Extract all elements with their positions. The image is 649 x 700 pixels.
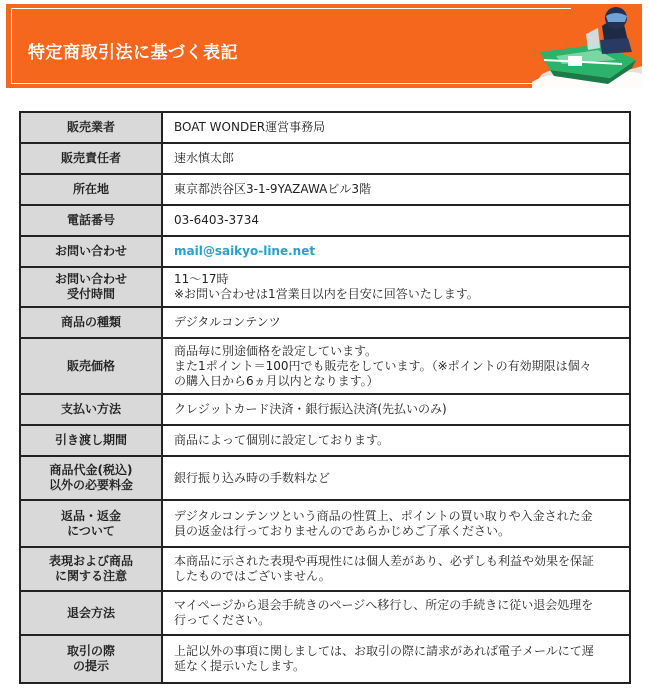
row-value-seller: BOAT WONDER運営事務局 <box>162 112 630 143</box>
legal-info-table <box>19 111 631 684</box>
page-title: 特定商取引法に基づく表記 <box>28 43 238 63</box>
table-row <box>20 591 630 635</box>
row-value-extra-fees: 銀行振り込み時の手数料など <box>162 456 630 500</box>
row-label-payment: 支払い方法 <box>20 394 162 425</box>
row-value-phone: 03-6403-3734 <box>162 205 630 236</box>
row-label-phone: 電話番号 <box>20 205 162 236</box>
row-value-manager: 速水慎太郎 <box>162 143 630 174</box>
row-label-returns: 返品・返金 について <box>20 500 162 547</box>
table-row <box>20 174 630 205</box>
boat-racer-illustration <box>532 4 642 88</box>
table-row <box>20 143 630 174</box>
row-value-price: 商品毎に別途価格を設定しています。 また1ポイント＝100円でも販売をしています。（※ポイントの有効期限は個々 の購入日から6ヵ月以内となります。） <box>162 338 630 394</box>
table-row <box>20 635 630 683</box>
row-value-delivery: 商品によって個別に設定しております。 <box>162 425 630 456</box>
row-label-contact-hours: お問い合わせ 受付時間 <box>20 267 162 307</box>
table-row <box>20 338 630 394</box>
row-label-extra-fees: 商品代金(税込) 以外の必要料金 <box>20 456 162 500</box>
row-label-disclaimer: 表現および商品 に関する注意 <box>20 547 162 591</box>
table-row <box>20 112 630 143</box>
table-row <box>20 500 630 547</box>
table-row <box>20 456 630 500</box>
header-banner <box>6 4 642 88</box>
row-label-address: 所在地 <box>20 174 162 205</box>
table-row <box>20 547 630 591</box>
row-value-product-type: デジタルコンテンツ <box>162 307 630 338</box>
row-label-withdrawal: 退会方法 <box>20 591 162 635</box>
table-row <box>20 205 630 236</box>
contact-email-link[interactable]: mail@saikyo-line.net <box>174 244 316 258</box>
row-label-seller: 販売業者 <box>20 112 162 143</box>
row-label-contact: お問い合わせ <box>20 236 162 267</box>
row-label-price: 販売価格 <box>20 338 162 394</box>
row-value-withdrawal: マイページから退会手続きのページへ移行し、所定の手続きに従い退会処理を 行ってください。 <box>162 591 630 635</box>
row-label-disclosure: 取引の際 の提示 <box>20 635 162 683</box>
row-value-contact <box>162 236 630 267</box>
row-value-disclosure: 上記以外の事項に関しましては、お取引の際に請求があれば電子メールにて遅 延なく提示いたします。 <box>162 635 630 683</box>
row-value-address: 東京都渋谷区3-1-9YAZAWAビル3階 <box>162 174 630 205</box>
row-value-contact-hours: 11〜17時 ※お問い合わせは1営業日以内を目安に回答いたします。 <box>162 267 630 307</box>
table-row <box>20 307 630 338</box>
row-label-product-type: 商品の種類 <box>20 307 162 338</box>
row-value-disclaimer: 本商品に示された表現や再現性には個人差があり、必ずしも利益や効果を保証 したものではございません。 <box>162 547 630 591</box>
row-value-payment: クレジットカード決済・銀行振込決済(先払いのみ) <box>162 394 630 425</box>
row-value-returns: デジタルコンテンツという商品の性質上、ポイントの買い取りや入金された金 員の返金は行っておりませんのであらかじめご了承ください。 <box>162 500 630 547</box>
table-row <box>20 425 630 456</box>
table-row <box>20 267 630 307</box>
row-label-manager: 販売責任者 <box>20 143 162 174</box>
table-row <box>20 394 630 425</box>
table-row <box>20 236 630 267</box>
row-label-delivery: 引き渡し期間 <box>20 425 162 456</box>
